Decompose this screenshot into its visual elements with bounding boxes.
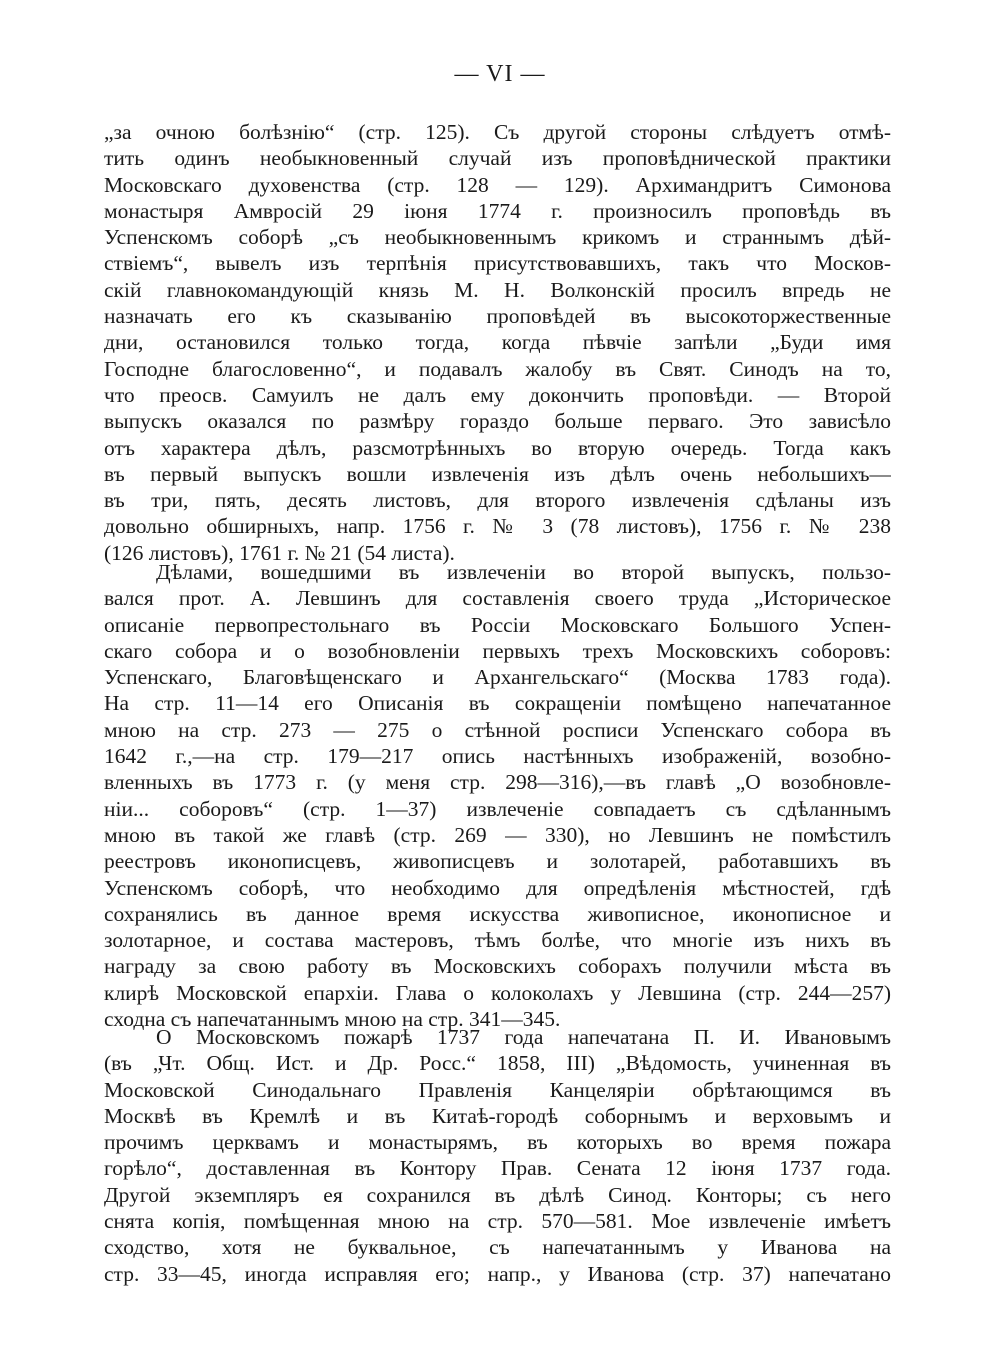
text-line: скій главнокомандующій князь М. Н. Волконскій просилъ впредь не [104, 277, 891, 302]
text-line: снята копія, помѣщенная мною на стр. 570—581. Мое извлеченіе имѣетъ [104, 1209, 891, 1234]
text-line: (126 листовъ), 1761 г. № 21 (54 листа). [104, 540, 455, 565]
text-line: „за очною болѣзнію“ (стр. 125). Съ другой стороны слѣдуетъ отмѣ- [104, 120, 891, 144]
text-line: О Московскомъ пожарѣ 1737 года напечатана П. И. Ивановымъ [156, 1025, 891, 1049]
text-line: сохранялись въ данное время искусства живописное, иконописное и [104, 901, 891, 926]
text-line: 1642 г.,—на стр. 179—217 опись настѣнныхъ изображеній, возобно- [104, 744, 891, 769]
text-line: что преосв. Самуилъ не далъ ему докончить проповѣди. — Второй [104, 382, 891, 407]
text-line: довольно обширныхъ, напр. 1756 г. № 3 (78 листовъ), 1756 г. № 238 [104, 514, 891, 539]
paragraph-3 [104, 1024, 891, 1287]
page-number: — VI — [454, 61, 546, 87]
text-line: вленныхъ въ 1773 г. (у меня стр. 298—316),—въ главѣ „О возобновле- [104, 770, 891, 795]
text-line: вался прот. А. Левшинъ для составленія своего труда „Историческое [104, 586, 891, 611]
text-line: Московскаго духовенства (стр. 128 — 129). Архимандритъ Симонова [104, 172, 891, 197]
text-line: реестровъ иконописцевъ, живописцевъ и золотарей, работавшихъ въ [104, 849, 891, 874]
text-line: Москвѣ въ Кремлѣ и въ Китаѣ-городѣ соборнымъ и верховымъ и [104, 1103, 891, 1128]
text-line: Господне благословенно“, и подавалъ жалобу въ Свят. Синодъ на то, [104, 356, 891, 381]
text-line: горѣло“, доставленная въ Контору Прав. Сената 12 іюня 1737 года. [104, 1156, 891, 1181]
text-line: мною на стр. 273 — 275 о стѣнной росписи Успенскаго собора въ [104, 717, 891, 742]
text-line: прочимъ церквамъ и монастырямъ, въ которыхъ во время пожара [104, 1130, 891, 1155]
text-line: въ три, пять, десять листовъ, для второго извлеченія сдѣланы изъ [104, 488, 891, 513]
text-line: назначать его къ сказыванію проповѣдей въ высокоторжественные [104, 304, 891, 329]
text-line: (въ „Чт. Общ. Ист. и Др. Росс.“ 1858, III) „Вѣдомость, учиненная въ [104, 1051, 891, 1076]
text-line: Успенскомъ соборѣ, что необходимо для опредѣленія мѣстностей, гдѣ [104, 875, 891, 900]
text-line: отъ характера дѣлъ, разсмотрѣнныхъ во вторую очередь. Тогда какъ [104, 435, 891, 460]
paragraph-2 [104, 559, 891, 1032]
text-line: Успенскаго, Благовѣщенскаго и Архангельскаго“ (Москва 1783 года). [104, 665, 891, 690]
text-line: ствіемъ“, вывелъ изъ терпѣнія присутствовавшихъ, такъ что Москов- [104, 251, 891, 276]
text-line: скаго собора и о возобновленіи первыхъ трехъ Московскихъ соборовъ: [104, 638, 891, 663]
text-line: ніи... соборовъ“ (стр. 1—37) извлеченіе совпадаетъ съ сдѣланнымъ [104, 796, 891, 821]
text-line: сходна съ напечатаннымъ мною на стр. 341—345. [104, 1007, 561, 1032]
text-line: монастыря Амвросій 29 іюня 1774 г. произносилъ проповѣдь въ [104, 198, 891, 223]
paragraph-1 [104, 119, 891, 566]
text-line: мною въ такой же главѣ (стр. 269 — 330), но Левшинъ не помѣстилъ [104, 822, 891, 847]
text-line: Московской Синодальнаго Правленія Канцеляріи обрѣтающимся въ [104, 1077, 891, 1102]
text-line: Другой экземпляръ ея сохранился въ дѣлѣ Синод. Конторы; съ него [104, 1182, 891, 1207]
text-line: Дѣлами, вошедшими въ извлеченіи во второй выпускъ, пользо- [156, 560, 891, 584]
text-line: награду за свою работу въ Московскихъ соборахъ получили мѣста въ [104, 954, 891, 979]
text-line: Успенскомъ соборѣ „съ необыкновеннымъ крикомъ и страннымъ дѣй- [104, 225, 891, 250]
text-line: клирѣ Московской епархіи. Глава о колоколахъ у Левшина (стр. 244—257) [104, 980, 891, 1005]
text-line: дни, остановился только тогда, когда пѣвчіе запѣли „Буди имя [104, 330, 891, 355]
text-line: золотарное, и состава мастеровъ, тѣмъ болѣе, что многіе изъ нихъ въ [104, 928, 891, 953]
text-line: описаніе первопрестольнаго въ Россіи Московскаго Большого Успен- [104, 612, 891, 637]
text-line: въ первый выпускъ вошли извлеченія изъ дѣлъ очень небольшихъ— [104, 461, 891, 486]
text-line: На стр. 11—14 его Описанія въ сокращеніи помѣщено напечатанное [104, 691, 891, 716]
text-line: сходство, хотя не буквальное, съ напечатаннымъ у Иванова на [104, 1235, 891, 1260]
text-line: выпускъ оказался по размѣру гораздо больше перваго. Это зависѣло [104, 409, 891, 434]
text-line: тить одинъ необыкновенный случай изъ проповѣднической практики [104, 146, 891, 171]
text-line: стр. 33—45, иногда исправляя его; напр., у Иванова (стр. 37) напечатано [104, 1261, 891, 1286]
